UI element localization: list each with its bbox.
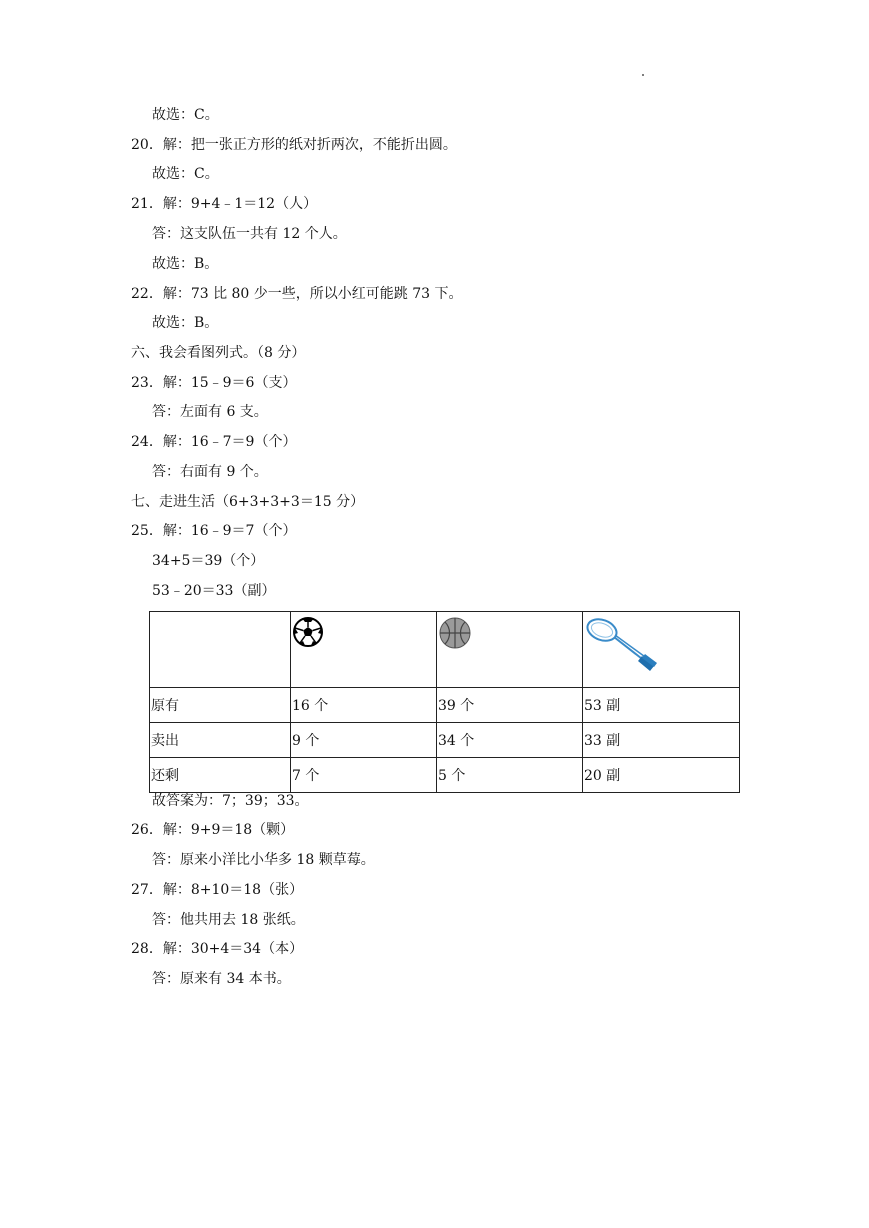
row-label: 卖出 (150, 723, 291, 758)
section-7-heading: 七、走进生活（6+3+3+3＝15 分） (131, 494, 365, 510)
table-header-cell (291, 612, 437, 688)
question-24: 24．解：16﹣7＝9（个） (131, 434, 297, 450)
answer-line: 故选：C。 (152, 166, 219, 182)
badminton-racket-icon (584, 616, 664, 674)
table-row (150, 723, 740, 758)
calc-line: 53﹣20＝33（副） (152, 583, 276, 599)
calc-line: 34+5＝39（个） (152, 553, 265, 569)
table-cell: 53 副 (583, 688, 740, 723)
table-cell: 33 副 (583, 723, 740, 758)
answer-line: 故选：B。 (152, 256, 219, 272)
table-corner-cell (150, 612, 291, 688)
row-label: 原有 (150, 688, 291, 723)
answer-line: 故选：B。 (152, 315, 219, 331)
table-cell: 34 个 (437, 723, 583, 758)
answer-line: 故选：C。 (152, 107, 219, 123)
table-cell: 16 个 (291, 688, 437, 723)
question-21: 21．解：9+4﹣1＝12（人） (131, 196, 318, 212)
response-line: 答：原来有 34 本书。 (152, 971, 291, 987)
table-row (150, 758, 740, 793)
table-cell: 7 个 (291, 758, 437, 793)
response-line: 答：他共用去 18 张纸。 (152, 912, 305, 928)
inventory-table (149, 611, 740, 793)
table-header-row (150, 612, 740, 688)
table-cell: 5 个 (437, 758, 583, 793)
response-line: 答：这支队伍一共有 12 个人。 (152, 226, 347, 242)
row-label: 还剩 (150, 758, 291, 793)
question-25: 25．解：16﹣9＝7（个） (131, 523, 297, 539)
question-27: 27．解：8+10＝18（张） (131, 882, 304, 898)
basketball-icon (438, 616, 472, 650)
table-header-cell (583, 612, 740, 688)
question-26: 26．解：9+9＝18（颗） (131, 822, 295, 838)
response-line: 答：左面有 6 支。 (152, 404, 268, 420)
answer-line: 故答案为：7；39；33。 (152, 793, 309, 809)
table-cell: 39 个 (437, 688, 583, 723)
question-22: 22．解：73 比 80 少一些，所以小红可能跳 73 下。 (131, 286, 463, 302)
table-header-cell (437, 612, 583, 688)
response-line: 答：右面有 9 个。 (152, 464, 268, 480)
question-20: 20．解：把一张正方形的纸对折两次，不能折出圆。 (131, 137, 457, 153)
response-line: 答：原来小洋比小华多 18 颗草莓。 (152, 852, 375, 868)
question-28: 28．解：30+4＝34（本） (131, 941, 304, 957)
table-cell: 20 副 (583, 758, 740, 793)
table-row (150, 688, 740, 723)
soccer-ball-icon (292, 616, 324, 648)
table-cell: 9 个 (291, 723, 437, 758)
question-23: 23．解：15﹣9＝6（支） (131, 375, 297, 391)
page-dot (642, 74, 644, 76)
section-6-heading: 六、我会看图列式。（8 分） (131, 345, 306, 361)
